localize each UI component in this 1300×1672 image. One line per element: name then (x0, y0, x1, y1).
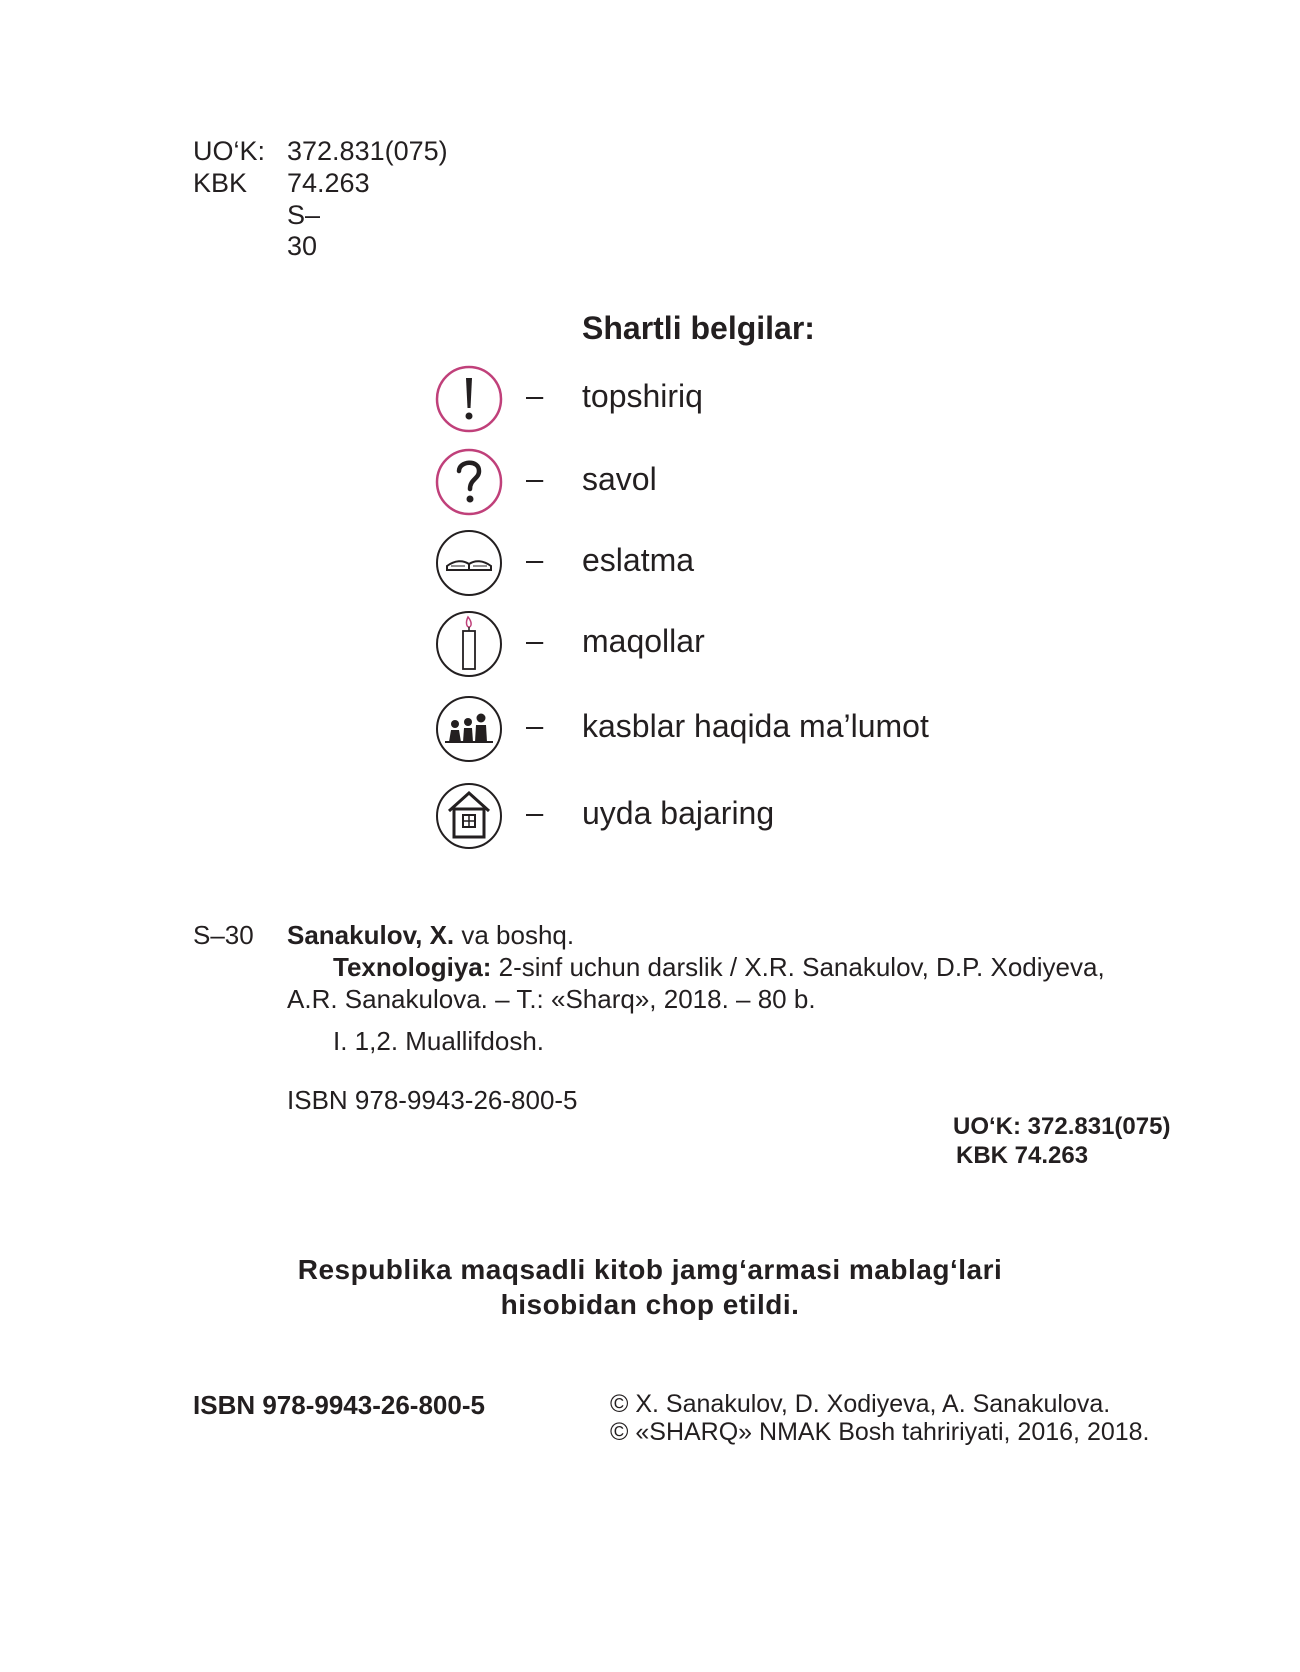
catalog-isbn: ISBN 978-9943-26-800-5 (287, 1085, 578, 1115)
catalog-uok: UO‘K: 372.831(075) (953, 1113, 1171, 1140)
funding-note-line-1: Respublika maqsadli kitob jamg‘armasi mablag‘lari (297, 1254, 1003, 1285)
catalog-coauthor-line: I. 1,2. Muallifdosh. (333, 1026, 544, 1056)
author-mark: S–30 (287, 200, 321, 261)
uok-value: 372.831(075) (287, 136, 448, 166)
candle-icon (433, 609, 507, 679)
footer-copyright-authors: © X. Sanakulov, D. Xodiyeva, A. Sanakulova. (610, 1390, 1111, 1418)
legend-label: eslatma (582, 542, 695, 578)
legend-label: maqollar (582, 623, 705, 659)
catalog-author: Sanakulov, X. (287, 920, 455, 950)
legend-label: kasblar haqida ma’lumot (582, 708, 929, 744)
catalog-publisher-line: A.R. Sanakulova. – T.: «Sharq», 2018. – 80 b. (287, 984, 816, 1014)
catalog-title-rest: 2-sinf uchun darslik / X.R. Sanakulov, D.P. Xodiyeva, (491, 952, 1105, 982)
legend-dash: – (526, 623, 544, 658)
kbk-value: 74.263 (287, 168, 370, 198)
legend-title: Shartli belgilar: (582, 310, 815, 346)
legend-dash: – (526, 708, 544, 743)
catalog-kbk: KBK 74.263 (956, 1142, 1089, 1169)
legend-dash: – (526, 461, 544, 496)
legend-dash: – (526, 795, 544, 830)
footer-copyright-publisher: © «SHARQ» NMAK Bosh tahririyati, 2016, 2018. (610, 1418, 1150, 1446)
people-icon (433, 694, 507, 764)
catalog-author-line (287, 920, 574, 951)
question-icon (433, 447, 507, 517)
catalog-title-line (333, 952, 1105, 983)
catalog-title: Texnologiya: (333, 952, 492, 982)
legend-label: topshiriq (582, 378, 703, 414)
kbk-label: KBK (193, 168, 248, 198)
legend-dash: – (526, 542, 544, 577)
legend-label: uyda bajaring (582, 795, 775, 831)
legend-dash: – (526, 378, 544, 413)
funding-note-line-2: hisobidan chop etildi. (500, 1289, 800, 1320)
footer-isbn: ISBN 978-9943-26-800-5 (193, 1390, 485, 1420)
legend-label: savol (582, 461, 657, 497)
house-icon (433, 781, 507, 851)
open-book-icon (433, 528, 507, 598)
exclamation-icon (433, 364, 507, 434)
catalog-author-rest: va boshq. (454, 920, 575, 950)
uok-label: UO‘K: (193, 136, 266, 166)
catalog-mark: S–30 (193, 920, 254, 950)
